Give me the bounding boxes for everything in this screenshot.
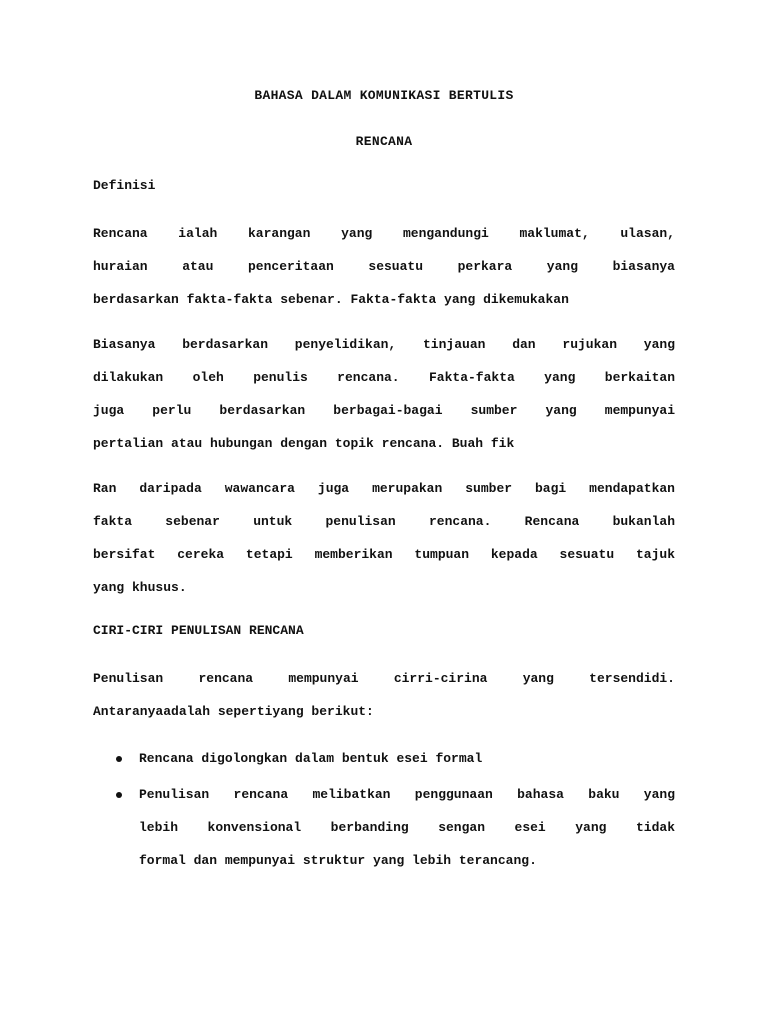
paragraph-line: dilakukan oleh penulis rencana. Fakta-fakta yang berkaitan [93, 370, 675, 385]
paragraph-line: Ran daripada wawancara juga merupakan sumber bagi mendapatkan [93, 481, 675, 496]
paragraph-line: bersifat cereka tetapi memberikan tumpuan kepada sesuatu tajuk [93, 547, 675, 562]
paragraph-line: huraian atau penceritaan sesuatu perkara yang biasanya [93, 259, 675, 274]
paragraph-line: fakta sebenar untuk penulisan rencana. Rencana bukanlah [93, 514, 675, 529]
list-item-line: Rencana digolongkan dalam bentuk esei formal [139, 751, 483, 766]
paragraph-line: yang khusus. [93, 580, 187, 595]
paragraph-line: pertalian atau hubungan dengan topik rencana. Buah fik [93, 436, 515, 451]
paragraph-line: berdasarkan fakta-fakta sebenar. Fakta-fakta yang dikemukakan [93, 292, 569, 307]
paragraph-2 [93, 335, 675, 467]
paragraph-line: Antaranyaadalah sepertiyang berikut: [93, 704, 374, 719]
features-list [93, 749, 675, 884]
paragraph-line: Rencana ialah karangan yang mengandungi maklumat, ulasan, [93, 226, 675, 241]
bullet-icon [116, 756, 122, 762]
paragraph-1 [93, 224, 675, 323]
list-item [93, 785, 675, 884]
document-subtitle: RENCANA [355, 134, 413, 149]
paragraph-3 [93, 479, 675, 611]
paragraph-line: Penulisan rencana mempunyai cirri-cirina yang tersendidi. [93, 671, 675, 686]
features-heading: CIRI-CIRI PENULISAN RENCANA [93, 623, 304, 638]
document-title: BAHASA DALAM KOMUNIKASI BERTULIS [254, 88, 514, 103]
definition-heading: Definisi [93, 178, 156, 193]
list-item-line: formal dan mempunyai struktur yang lebih terancang. [139, 853, 537, 868]
paragraph-line: Biasanya berdasarkan penyelidikan, tinjauan dan rujukan yang [93, 337, 675, 352]
bullet-icon [116, 792, 122, 798]
list-item [93, 749, 675, 785]
list-item-line: lebih konvensional berbanding sengan esei yang tidak [139, 820, 675, 835]
paragraph-line: juga perlu berdasarkan berbagai-bagai sumber yang mempunyai [93, 403, 675, 418]
paragraph-4 [93, 669, 675, 735]
list-item-line: Penulisan rencana melibatkan penggunaan bahasa baku yang [139, 787, 675, 802]
